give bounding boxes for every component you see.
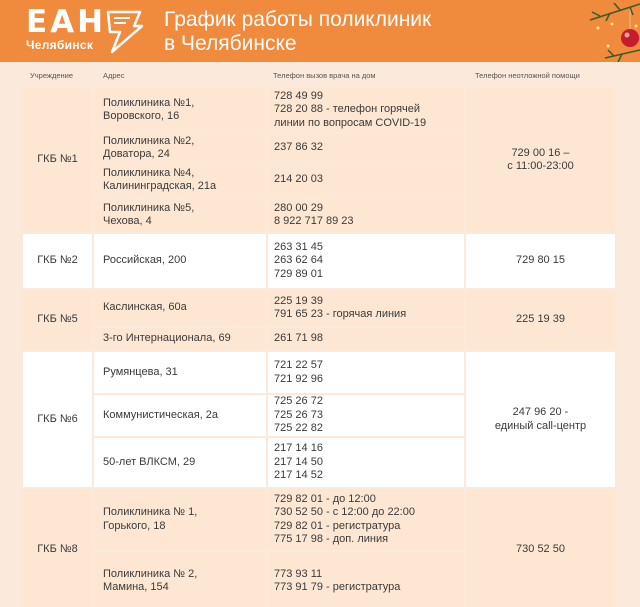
phone-line: 725 26 72 bbox=[274, 395, 323, 408]
address-cell bbox=[94, 134, 266, 162]
address-line: Мамина, 154 bbox=[103, 581, 169, 593]
phone-line: 773 91 79 - регистратура bbox=[274, 581, 401, 593]
address-line: 3-го Интернационала, 69 bbox=[103, 332, 231, 345]
address-line: Коммунистическая, 2а bbox=[103, 408, 219, 421]
phone-cell bbox=[268, 552, 464, 607]
address-cell bbox=[94, 438, 266, 487]
emergency-phone bbox=[466, 88, 615, 232]
phone-line: 261 71 98 bbox=[274, 332, 323, 345]
address-cell bbox=[94, 328, 266, 350]
phone-cell bbox=[268, 438, 464, 487]
page-title bbox=[164, 8, 431, 56]
phone-line: 237 86 32 bbox=[274, 141, 323, 154]
address-cell bbox=[94, 552, 266, 607]
hospital-name: ГКБ №6 bbox=[23, 352, 92, 487]
hospital-name: ГКБ №2 bbox=[23, 234, 92, 288]
phone-line: 729 82 01 - до 12:00 bbox=[274, 492, 376, 505]
address-line: Поликлиника № 2, bbox=[103, 567, 198, 580]
address-line: Поликлиника № 1, bbox=[103, 506, 198, 519]
emergency-phone-line: с 11:00-23:00 bbox=[507, 160, 574, 172]
phone-line: 773 93 11 bbox=[274, 567, 323, 580]
phone-line: 729 89 01 bbox=[274, 267, 323, 280]
phone-cell bbox=[268, 489, 464, 550]
phone-cell bbox=[268, 290, 464, 326]
address-line: Калининградская, 21а bbox=[103, 180, 217, 192]
column-header: Учреждение bbox=[30, 71, 73, 80]
phone-line: 721 22 57 bbox=[274, 359, 323, 372]
hospital-name: ГКБ №5 bbox=[23, 290, 92, 350]
emergency-phone bbox=[466, 352, 615, 487]
phone-cell bbox=[268, 134, 464, 162]
phone-line: 214 20 03 bbox=[274, 173, 323, 186]
phone-cell bbox=[268, 328, 464, 350]
phone-cell bbox=[268, 352, 464, 393]
phone-line: 775 17 98 - доп. линия bbox=[274, 532, 389, 545]
logo bbox=[26, 6, 106, 52]
phone-line: 721 92 96 bbox=[274, 372, 323, 385]
emergency-phone bbox=[466, 234, 615, 288]
address-cell bbox=[94, 489, 266, 550]
phone-cell bbox=[268, 164, 464, 196]
address-cell bbox=[94, 88, 266, 132]
phone-line: 217 14 16 bbox=[274, 442, 323, 455]
lightning-note-icon bbox=[104, 10, 144, 54]
address-line: Воровского, 16 bbox=[103, 110, 180, 122]
address-line: Румянцева, 31 bbox=[103, 365, 178, 378]
phone-line: 225 19 39 bbox=[274, 294, 323, 307]
address-cell bbox=[94, 234, 266, 288]
phone-line: 729 82 01 - регистратура bbox=[274, 519, 401, 532]
phone-line: 8 922 717 89 23 bbox=[274, 215, 354, 227]
emergency-phone-line: 729 80 15 bbox=[516, 254, 565, 267]
phone-line: 730 52 50 - с 12:00 до 22:00 bbox=[274, 506, 415, 519]
emergency-phone-line: 225 19 39 bbox=[516, 313, 565, 326]
emergency-phone bbox=[466, 489, 615, 607]
column-header: Адрес bbox=[103, 71, 125, 80]
phone-cell bbox=[268, 395, 464, 436]
emergency-phone-line: 730 52 50 bbox=[516, 542, 565, 555]
address-cell bbox=[94, 395, 266, 436]
phone-line: 217 14 50 bbox=[274, 455, 323, 468]
address-line: Российская, 200 bbox=[103, 254, 187, 267]
column-header: Телефон неотложной помощи bbox=[475, 71, 580, 80]
address-cell bbox=[94, 352, 266, 393]
address-line: Поликлиника №5, bbox=[103, 201, 195, 214]
phone-line: 791 65 23 - горячая линия bbox=[274, 308, 407, 320]
title-line-1: График работы поликлиник bbox=[164, 8, 432, 31]
hospital-name: ГКБ №1 bbox=[23, 88, 92, 232]
phone-line: 728 20 88 - телефон горячей bbox=[274, 103, 421, 116]
logo-text: ЕАН bbox=[26, 4, 107, 40]
emergency-phone-line: 729 00 16 – bbox=[511, 146, 570, 159]
phone-cell bbox=[268, 234, 464, 288]
address-cell bbox=[94, 290, 266, 326]
address-line: 50-лет ВЛКСМ, 29 bbox=[103, 455, 196, 468]
title-line-2: в Челябинске bbox=[164, 32, 297, 55]
phone-line: 263 31 45 bbox=[274, 240, 323, 253]
address-line: Поликлиника №1, bbox=[103, 96, 195, 109]
address-line: Поликлиника №2, bbox=[103, 134, 195, 147]
phone-cell bbox=[268, 198, 464, 232]
column-header: Телефон вызов врача на дом bbox=[273, 71, 376, 80]
phone-cell bbox=[268, 88, 464, 132]
address-line: Каслинская, 60а bbox=[103, 301, 187, 314]
address-line: Доватора, 24 bbox=[103, 148, 170, 160]
emergency-phone-line: 247 96 20 - bbox=[512, 406, 569, 419]
address-cell bbox=[94, 198, 266, 232]
emergency-phone-line: единый call-центр bbox=[494, 419, 587, 432]
christmas-decoration bbox=[550, 0, 640, 62]
address-line: Поликлиника №4, bbox=[103, 166, 195, 179]
emergency-phone bbox=[466, 290, 615, 350]
phone-line: 725 26 73 bbox=[274, 408, 323, 421]
phone-line: 725 22 82 bbox=[274, 422, 323, 435]
page-header bbox=[0, 0, 640, 62]
logo-city: Челябинск bbox=[26, 38, 94, 52]
address-line: Горького, 18 bbox=[103, 519, 166, 532]
hospital-name: ГКБ №8 bbox=[23, 489, 92, 607]
phone-line: 217 14 52 bbox=[274, 469, 323, 482]
phone-line: 280 00 29 bbox=[274, 201, 323, 214]
address-line: Чехова, 4 bbox=[103, 215, 152, 227]
phone-line: 263 62 64 bbox=[274, 254, 323, 267]
phone-line: 728 49 99 bbox=[274, 89, 323, 102]
phone-line: линии по вопросам COVID-19 bbox=[274, 116, 427, 129]
address-cell bbox=[94, 164, 266, 196]
